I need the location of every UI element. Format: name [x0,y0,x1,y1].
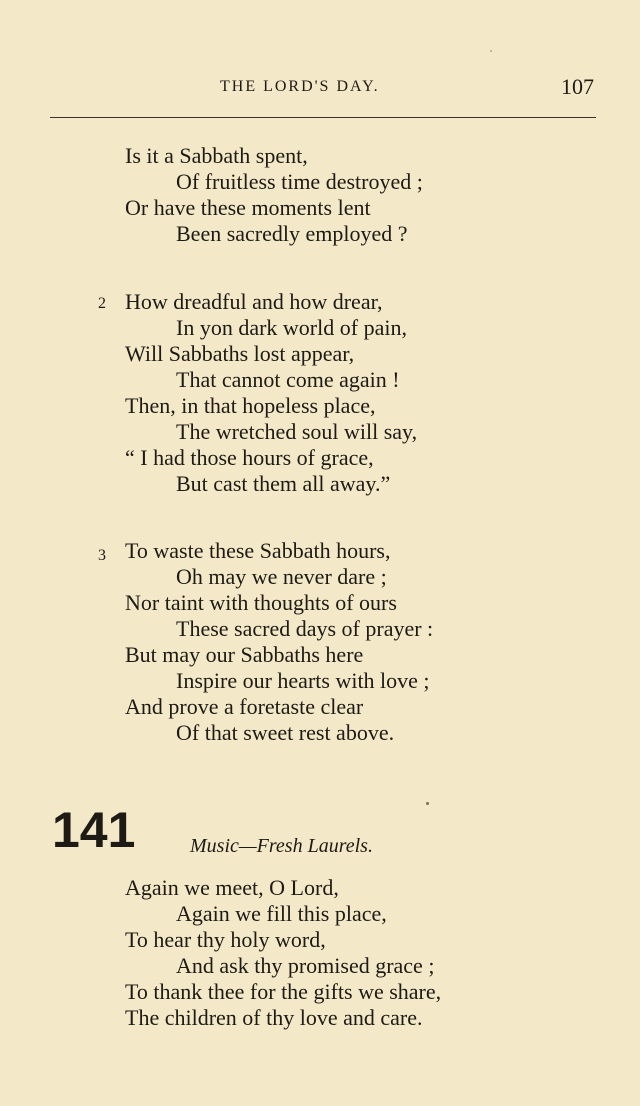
tune-name: Music—Fresh Laurels. [190,835,373,857]
verse-line: And ask thy promised grace ; [176,953,435,978]
verse-line: The wretched soul will say, [176,419,418,444]
verse-line: The children of thy love and care. [125,1005,423,1030]
verse-line: To hear thy holy word, [125,927,326,952]
verse-line: Nor taint with thoughts of ours [125,590,397,615]
verse-line: In yon dark world of pain, [176,315,407,340]
page-header [50,74,596,104]
verse-line: Again we meet, O Lord, [125,875,339,900]
verse-line: “ I had those hours of grace, [125,445,374,470]
verse-line: And prove a foretaste clear [125,694,364,719]
ink-speck [490,50,492,52]
verse-line: To thank thee for the gifts we share, [125,979,442,1004]
stanza-number: 3 [98,547,106,564]
page-number: 107 [561,74,594,99]
verse-line: Oh may we never dare ; [176,564,387,589]
verse-line: That cannot come again ! [176,367,400,392]
header-rule [50,117,596,118]
verse-line: But cast them all away.” [176,471,391,496]
verse-line: Again we fill this place, [176,901,387,926]
verse-line: These sacred days of prayer : [176,616,434,641]
verse-line: Of fruitless time destroyed ; [176,169,423,194]
stanza-number: 2 [98,295,106,312]
running-title: THE LORD'S DAY. [220,78,380,95]
verse-line: Then, in that hopeless place, [125,393,376,418]
verse-line: Of that sweet rest above. [176,720,395,745]
verse-line: To waste these Sabbath hours, [125,538,391,563]
verse-line: Is it a Sabbath spent, [125,143,308,168]
ink-speck [426,802,429,805]
verse-line: Inspire our hearts with love ; [176,668,430,693]
verse-line: Will Sabbaths lost appear, [125,341,355,366]
verse-line: But may our Sabbaths here [125,642,364,667]
hymn-number: 141 [52,802,136,858]
verse-line: Been sacredly employed ? [176,221,408,246]
verse-line: Or have these moments lent [125,195,371,220]
verse-line: How dreadful and how drear, [125,289,383,314]
